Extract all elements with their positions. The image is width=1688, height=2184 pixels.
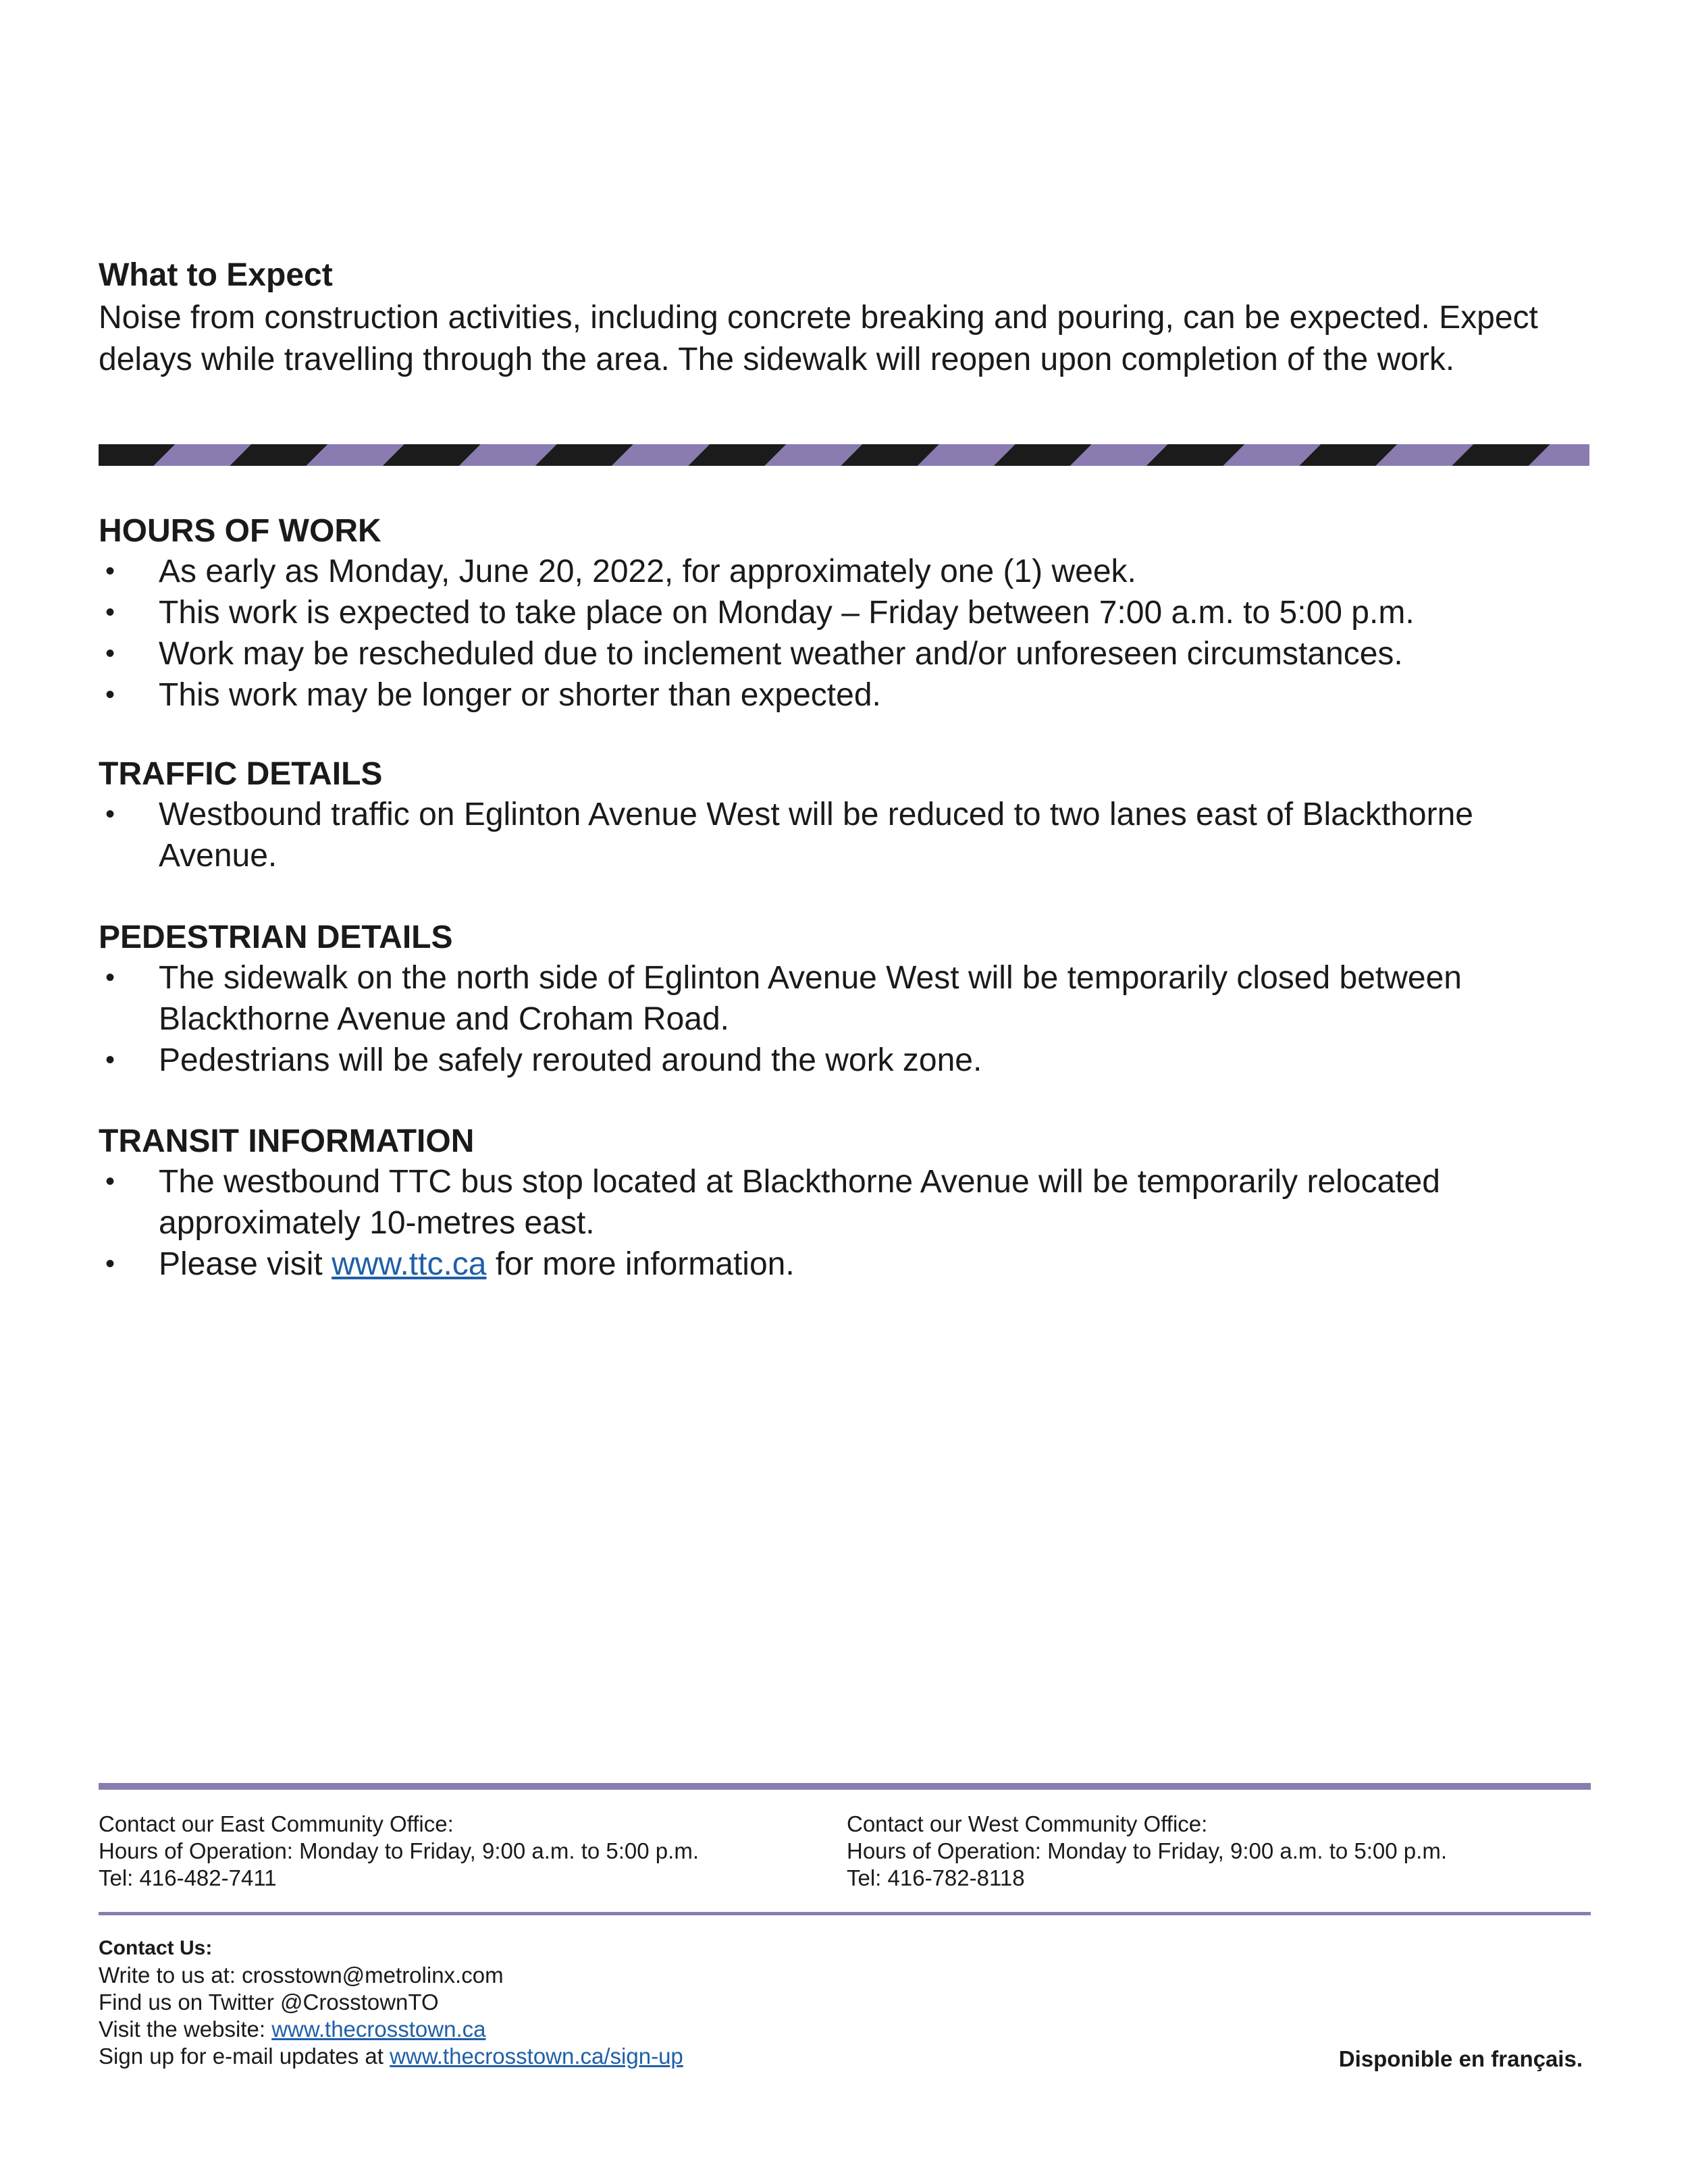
list-item-text: The westbound TTC bus stop located at Blackthorne Avenue will be temporarily relocated approximately 10-metres east. — [159, 1164, 1440, 1241]
bullet-icon: • — [105, 1045, 115, 1075]
bullet-icon: • — [105, 963, 115, 992]
pedestrian-details-list — [99, 957, 1589, 1081]
list-item-text: Westbound traffic on Eglinton Avenue West will be reduced to two lanes east of Blackthorne Avenue. — [159, 797, 1473, 874]
list-item — [99, 1244, 1589, 1285]
website-prefix-text: Visit the website: — [99, 2017, 272, 2042]
list-item-text: The sidewalk on the north side of Eglinton Avenue West will be temporarily closed between Blackthorne Avenue and Croham Road. — [159, 960, 1462, 1037]
list-item — [99, 1161, 1589, 1244]
contact-us-block — [99, 1935, 683, 2070]
bullet-icon: • — [105, 597, 115, 627]
bullet-icon: • — [105, 1249, 115, 1279]
west-office-hours: Hours of Operation: Monday to Friday, 9:00 a.m. to 5:00 p.m. — [847, 1838, 1447, 1863]
bullet-icon: • — [105, 799, 115, 829]
list-item — [99, 551, 1589, 592]
footer-divider-top — [99, 1783, 1591, 1790]
list-item-text: As early as Monday, June 20, 2022, for approximately one (1) week. — [159, 554, 1136, 589]
east-office-tel: Tel: 416-482-7411 — [99, 1865, 277, 1890]
pedestrian-details-section — [99, 918, 1589, 1081]
transit-information-heading: TRANSIT INFORMATION — [99, 1123, 475, 1159]
hours-of-work-section — [99, 512, 1589, 716]
list-item-text: Pedestrians will be safely rerouted around the work zone. — [159, 1042, 982, 1078]
contact-twitter-line: Find us on Twitter @CrosstownTO — [99, 1990, 439, 2015]
what-to-expect-body: Noise from construction activities, including concrete breaking and pouring, can be expected. Expect delays while travelling through the area. The sidewalk will reopen upon completion of the work. — [99, 300, 1538, 377]
list-item-text: Work may be rescheduled due to inclement weather and/or unforeseen circumstances. — [159, 636, 1403, 672]
list-item — [99, 674, 1589, 716]
hours-of-work-heading: HOURS OF WORK — [99, 513, 381, 549]
list-item — [99, 1040, 1589, 1081]
east-office-title: Contact our East Community Office: — [99, 1811, 454, 1836]
traffic-details-heading: TRAFFIC DETAILS — [99, 756, 383, 792]
west-office-tel: Tel: 416-782-8118 — [847, 1865, 1025, 1890]
bullet-icon: • — [105, 680, 115, 710]
list-item-text: This work is expected to take place on Monday – Friday between 7:00 a.m. to 5:00 p.m. — [159, 595, 1415, 631]
notice-page — [99, 0, 1589, 2184]
list-item — [99, 794, 1589, 876]
transit-information-list — [99, 1161, 1589, 1285]
hazard-stripe-divider — [99, 444, 1589, 466]
signup-link[interactable]: www.thecrosstown.ca/sign-up — [390, 2044, 683, 2069]
visit-suffix-text: for more information. — [486, 1246, 795, 1282]
list-item — [99, 633, 1589, 674]
what-to-expect-heading: What to Expect — [99, 257, 333, 293]
signup-prefix-text: Sign up for e-mail updates at — [99, 2044, 390, 2069]
contact-signup-line — [99, 2043, 683, 2070]
contact-website-line — [99, 2016, 683, 2043]
traffic-details-list — [99, 794, 1589, 876]
list-item — [99, 957, 1589, 1040]
east-office-contact — [99, 1811, 699, 1892]
traffic-details-section — [99, 755, 1589, 876]
pedestrian-details-heading: PEDESTRIAN DETAILS — [99, 920, 453, 955]
contact-email-line: Write to us at: crosstown@metrolinx.com — [99, 1963, 504, 1988]
crosstown-website-link[interactable]: www.thecrosstown.ca — [271, 2017, 486, 2042]
visit-prefix-text: Please visit — [159, 1246, 332, 1282]
transit-information-section — [99, 1122, 1589, 1285]
west-office-contact — [847, 1811, 1447, 1892]
ttc-website-link[interactable]: www.ttc.ca — [332, 1246, 487, 1282]
contact-us-heading: Contact Us: — [99, 1937, 213, 1959]
bullet-icon: • — [105, 556, 115, 586]
list-item-text: This work may be longer or shorter than expected. — [159, 677, 881, 713]
bullet-icon: • — [105, 1167, 115, 1196]
east-office-hours: Hours of Operation: Monday to Friday, 9:00 a.m. to 5:00 p.m. — [99, 1838, 699, 1863]
list-item — [99, 592, 1589, 633]
bullet-icon: • — [105, 639, 115, 668]
hours-of-work-list — [99, 551, 1589, 716]
footer-divider-bottom — [99, 1912, 1591, 1915]
french-availability-note: Disponible en français. — [1338, 2046, 1583, 2071]
west-office-title: Contact our West Community Office: — [847, 1811, 1208, 1836]
